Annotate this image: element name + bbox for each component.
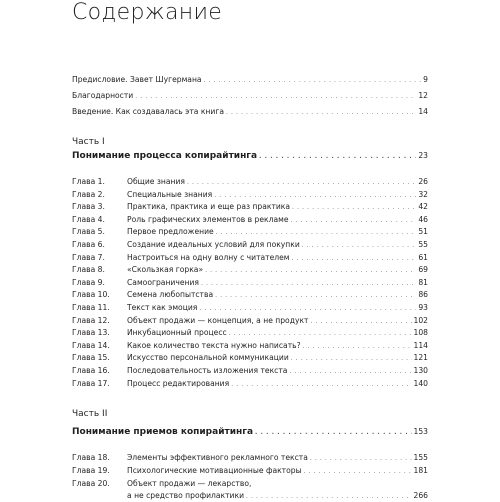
toc-chapter-entry[interactable] <box>72 226 428 238</box>
chapter-title: Самоограничения <box>127 277 199 287</box>
chapter-number: Глава 9. <box>72 277 105 287</box>
toc-chapter-continuation[interactable] <box>127 490 428 502</box>
toc-page-number: 121 <box>413 353 428 363</box>
toc-chapter-entry[interactable] <box>72 252 428 264</box>
part-title: Понимание процесса копирайтинга <box>72 151 258 161</box>
toc-page-number: 42 <box>418 202 428 212</box>
toc-chapter-entry[interactable] <box>72 352 428 364</box>
toc-page-number: 12 <box>418 91 428 100</box>
leader-dots <box>259 151 416 162</box>
toc-chapter-entry[interactable] <box>72 277 428 289</box>
toc-chapter-entry[interactable] <box>72 315 428 327</box>
toc-entry-text: Введение. Как создавалась эта книга <box>72 107 224 116</box>
toc-page-number: 114 <box>413 340 428 350</box>
leader-dots <box>292 252 417 264</box>
leader-dots <box>304 465 412 477</box>
toc-entry-text: Благодарности <box>72 91 134 100</box>
chapter-title: Общие знания <box>127 177 185 186</box>
toc-chapter-entry[interactable] <box>72 176 428 188</box>
toc-page-number: 32 <box>418 189 428 199</box>
toc-page-number: 46 <box>418 214 428 224</box>
leader-dots <box>289 365 411 377</box>
toc-page-number: 9 <box>423 75 428 84</box>
chapter-title: Объект продажи — лекарство, <box>127 478 252 488</box>
toc-chapter-entry[interactable] <box>72 302 428 314</box>
toc-chapter-entry[interactable] <box>72 201 428 213</box>
chapter-number: Глава 11. <box>72 303 110 312</box>
toc-chapter-entry[interactable] <box>72 365 428 377</box>
toc-page-number: 266 <box>413 491 428 500</box>
chapter-number: Глава 7. <box>72 252 105 262</box>
part-1-label: Часть I <box>72 137 105 147</box>
toc-chapter-entry[interactable] <box>72 214 428 226</box>
chapter-number: Глава 17. <box>72 378 110 388</box>
leader-dots <box>310 452 412 464</box>
toc-page-number: 130 <box>413 366 428 375</box>
toc-page-number: 69 <box>418 265 428 275</box>
chapter-title: Какое количество текста нужно написать? <box>127 340 301 350</box>
toc-entry-text: а не средство профилактики <box>127 491 245 500</box>
chapter-number: Глава 8. <box>72 265 105 275</box>
toc-page-number: 14 <box>418 107 428 116</box>
toc-page-number: 102 <box>413 315 428 325</box>
page-title: Содержание <box>72 0 223 25</box>
chapter-title: Искусство персональной коммуникации <box>127 353 289 363</box>
toc-chapter-entry[interactable] <box>72 289 428 301</box>
toc-page-number: 140 <box>413 378 428 388</box>
toc-entry-introduction[interactable] <box>72 106 428 118</box>
leader-dots <box>215 289 416 301</box>
toc-page-number: 153 <box>413 427 428 436</box>
toc-chapter-entry[interactable] <box>72 478 428 489</box>
leader-dots <box>205 264 416 276</box>
chapter-number: Глава 5. <box>72 227 105 237</box>
chapter-title: Процесс редактирования <box>127 378 230 388</box>
chapter-title: Первое предложение <box>127 227 214 237</box>
leader-dots <box>303 340 412 352</box>
leader-dots <box>135 90 416 102</box>
toc-page-number: 26 <box>418 177 428 186</box>
toc-page-number: 93 <box>418 303 428 312</box>
leader-dots <box>310 315 411 327</box>
toc-chapter-entry[interactable] <box>72 465 428 477</box>
chapter-title: Семена любопытства <box>127 290 214 300</box>
leader-dots <box>302 239 417 251</box>
chapter-title: Текст как эмоция <box>127 303 198 312</box>
chapter-title: Инкубационный процесс <box>127 328 227 338</box>
leader-dots <box>291 214 417 226</box>
chapter-number: Глава 15. <box>72 353 110 363</box>
chapter-number: Глава 20. <box>72 478 110 488</box>
toc-part-1[interactable] <box>72 150 428 162</box>
chapter-number: Глава 18. <box>72 453 110 462</box>
chapter-title: Практика, практика и еще раз практика <box>127 202 291 212</box>
chapter-number: Глава 1. <box>72 177 105 186</box>
chapter-number: Глава 19. <box>72 465 110 475</box>
leader-dots <box>291 352 412 364</box>
chapter-number: Глава 10. <box>72 290 110 300</box>
leader-dots <box>292 201 416 213</box>
chapter-title: Специальные знания <box>127 189 213 199</box>
chapter-number: Глава 16. <box>72 366 110 375</box>
toc-page-number: 55 <box>418 240 428 249</box>
leader-dots <box>216 226 417 238</box>
toc-page-number: 51 <box>418 227 428 237</box>
toc-chapter-entry[interactable] <box>72 340 428 352</box>
toc-page-number: 23 <box>418 151 428 160</box>
leader-dots <box>246 490 411 502</box>
toc-entry-acknowledgements[interactable] <box>72 90 428 102</box>
part-2-label: Часть II <box>72 409 108 419</box>
leader-dots <box>226 106 416 118</box>
chapter-title: Психологические мотивационные факторы <box>127 465 302 475</box>
chapter-number: Глава 13. <box>72 328 110 338</box>
toc-entry-preface[interactable] <box>72 74 428 86</box>
toc-chapter-entry[interactable] <box>72 378 428 390</box>
toc-part-2[interactable] <box>72 426 428 438</box>
toc-page-number: 86 <box>418 290 428 300</box>
chapter-title: Элементы эффективного рекламного текста <box>127 453 308 462</box>
leader-dots <box>204 74 422 86</box>
leader-dots <box>199 302 416 314</box>
chapter-number: Глава 3. <box>72 202 105 212</box>
chapter-number: Глава 12. <box>72 315 110 325</box>
toc-page-number: 61 <box>418 252 428 262</box>
leader-dots <box>231 378 411 390</box>
chapter-title: Последовательность изложения текста <box>127 366 288 375</box>
leader-dots <box>229 327 412 339</box>
toc-page-number: 181 <box>413 465 428 475</box>
chapter-title: Создание идеальных условий для покупки <box>127 240 300 249</box>
chapter-number: Глава 2. <box>72 189 105 199</box>
toc-chapter-entry[interactable] <box>72 327 428 339</box>
chapter-title: Объект продажи — концепция, а не продукт <box>127 315 309 325</box>
chapter-title: Настроиться на одну волну с читателем <box>127 252 290 262</box>
toc-page-number: 108 <box>413 328 428 338</box>
chapter-title: «Скользкая горка» <box>127 265 204 275</box>
toc-entry-text: Предисловие. Завет Шугермана <box>72 75 202 84</box>
chapter-number: Глава 4. <box>72 214 105 224</box>
leader-dots <box>201 277 416 289</box>
chapter-title: Роль графических элементов в рекламе <box>127 214 289 224</box>
leader-dots <box>187 176 416 188</box>
toc-chapter-entry[interactable] <box>72 452 428 464</box>
chapter-number: Глава 14. <box>72 340 110 350</box>
part-title: Понимание приемов копирайтинга <box>72 427 254 437</box>
toc-page-number: 155 <box>413 453 428 462</box>
chapter-number: Глава 6. <box>72 240 105 249</box>
toc-chapter-entry[interactable] <box>72 239 428 251</box>
toc-chapter-entry[interactable] <box>72 189 428 201</box>
toc-page-number: 81 <box>418 277 428 287</box>
leader-dots <box>214 189 416 201</box>
leader-dots <box>255 427 411 438</box>
toc-chapter-entry[interactable] <box>72 264 428 276</box>
